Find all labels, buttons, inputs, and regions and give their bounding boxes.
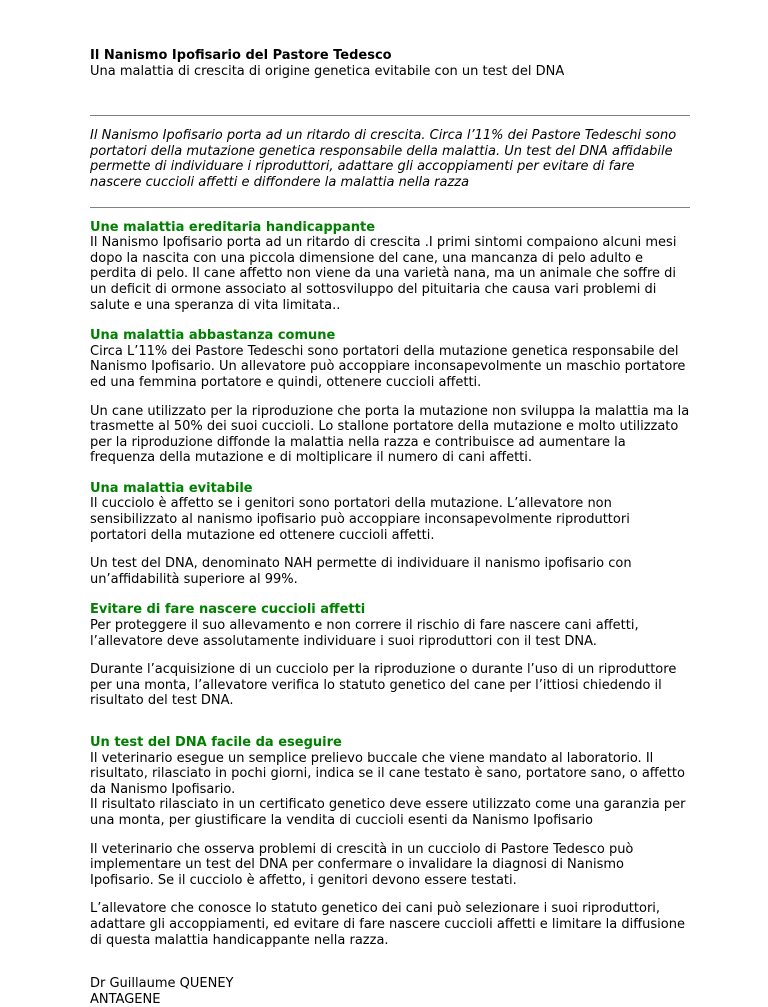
section-paragraph: Il veterinario esegue un semplice prelievo buccale che viene mandato al laboratorio. Il risultato, rilasciato in pochi giorni, indica se il cane testato è sano, portatore sano, o affetto da Nanismo Ipofisario.	[90, 750, 685, 797]
top-divider	[90, 115, 690, 116]
section-paragraph: Un cane utilizzato per la riproduzione che porta la mutazione non sviluppa la malattia ma la trasmette al 50% dei suoi cuccioli. Lo stallone portatore della mutazione e molto utilizzato per la riproduzione diffonde la malattia nella razza e contribuisce ad aumentare la frequenza della mutazione e di moltiplicare il numero di cani affetti.	[90, 403, 690, 466]
intro-paragraph: Il Nanismo Ipofisario porta ad un ritardo di crescita. Circa l’11% dei Pastore Tedeschi sono portatori della mutazione genetica responsabile della malattia. Un test del DNA affidabile permette di individuare i riproduttori, adattare gli accoppiamenti per evitare di fare nascere cuccioli affetti e diffondere la malattia nella razza	[90, 128, 677, 190]
section-heading: Una malattia abbastanza comune	[90, 328, 336, 344]
section-paragraph: Il cucciolo è affetto se i genitori sono portatori della mutazione. L’allevatore non sensibilizzato al nanismo ipofisario può accoppiare inconsapevolmente riproduttori portatori della mutazione ed ottenere cuccioli affetti.	[90, 496, 630, 543]
section-paragraph: Il veterinario che osserva problemi di crescità in un cucciolo di Pastore Tedesco può implementare un test del DNA per confermare o invalidare la diagnosi di Nanismo Ipofisario. Se il cucciolo è affetto, i genitori devono essere testati.	[90, 841, 634, 888]
section-paragraph: Il Nanismo Ipofisario porta ad un ritardo di crescita .I primi sintomi compaiono alcuni mesi dopo la nascita con una piccola dimensione del cane, una mancanza di pelo adulto e perdita di pelo. Il cane affetto non viene da una varietà nana, ma un animale che soffre di un deficit di ormone associato al sottosviluppo del pituitaria che causa vari problemi di salute e una speranza di vita limitata..	[90, 235, 677, 313]
section-paragraph: Durante l’acquisizione di un cucciolo per la riproduzione o durante l’uso di un riproduttore per una monta, l’allevatore verifica lo statuto genetico del cane per l’ittiosi chiedendo il risultato del test DNA.	[90, 662, 677, 709]
section-paragraph: Circa L’11% dei Pastore Tedeschi sono portatori della mutazione genetica responsabile del Nanismo Ipofisario. Un allevatore può accoppiare inconsapevolmente un maschio portatore ed una femmina portatore e quindi, ottenere cuccioli affetti.	[90, 343, 686, 390]
section-paragraph: Il risultato rilasciato in un certificato genetico deve essere utilizzato come una garanzia per una monta, per giustificare la vendita di cuccioli esenti da Nanismo Ipofisario	[90, 797, 686, 828]
section-heading: Una malattia evitabile	[90, 480, 253, 496]
section-heading: Une malattia ereditaria handicappante	[90, 219, 376, 235]
signature-name: Dr Guillaume QUENEY	[90, 976, 234, 992]
signature-organization: ANTAGENE	[90, 991, 161, 1007]
section-paragraph: L’allevatore che conosce lo statuto genetico dei cani può selezionare i suoi riproduttori, adattare gli accoppiamenti, ed evitare di fare nascere cuccioli affetti e limitare la diffusione di questa malattia handicappante nella razza.	[90, 901, 685, 948]
document-title: Il Nanismo Ipofisario del Pastore Tedesco	[90, 48, 392, 63]
section-heading: Evitare di fare nascere cuccioli affetti	[90, 602, 366, 618]
section-paragraph: Per proteggere il suo allevamento e non correre il rischio di fare nascere cani affetti, l’allevatore deve assolutamente individuare i suoi riproduttori con il test DNA.	[90, 618, 639, 649]
section-paragraph: Un test del DNA, denominato NAH permette di individuare il nanismo ipofisario con un’affidabilità superiore al 99%.	[90, 556, 632, 587]
section-heading: Un test del DNA facile da eseguire	[90, 735, 342, 750]
document-subtitle: Una malattia di crescita di origine genetica evitabile con un test del DNA	[90, 63, 565, 79]
